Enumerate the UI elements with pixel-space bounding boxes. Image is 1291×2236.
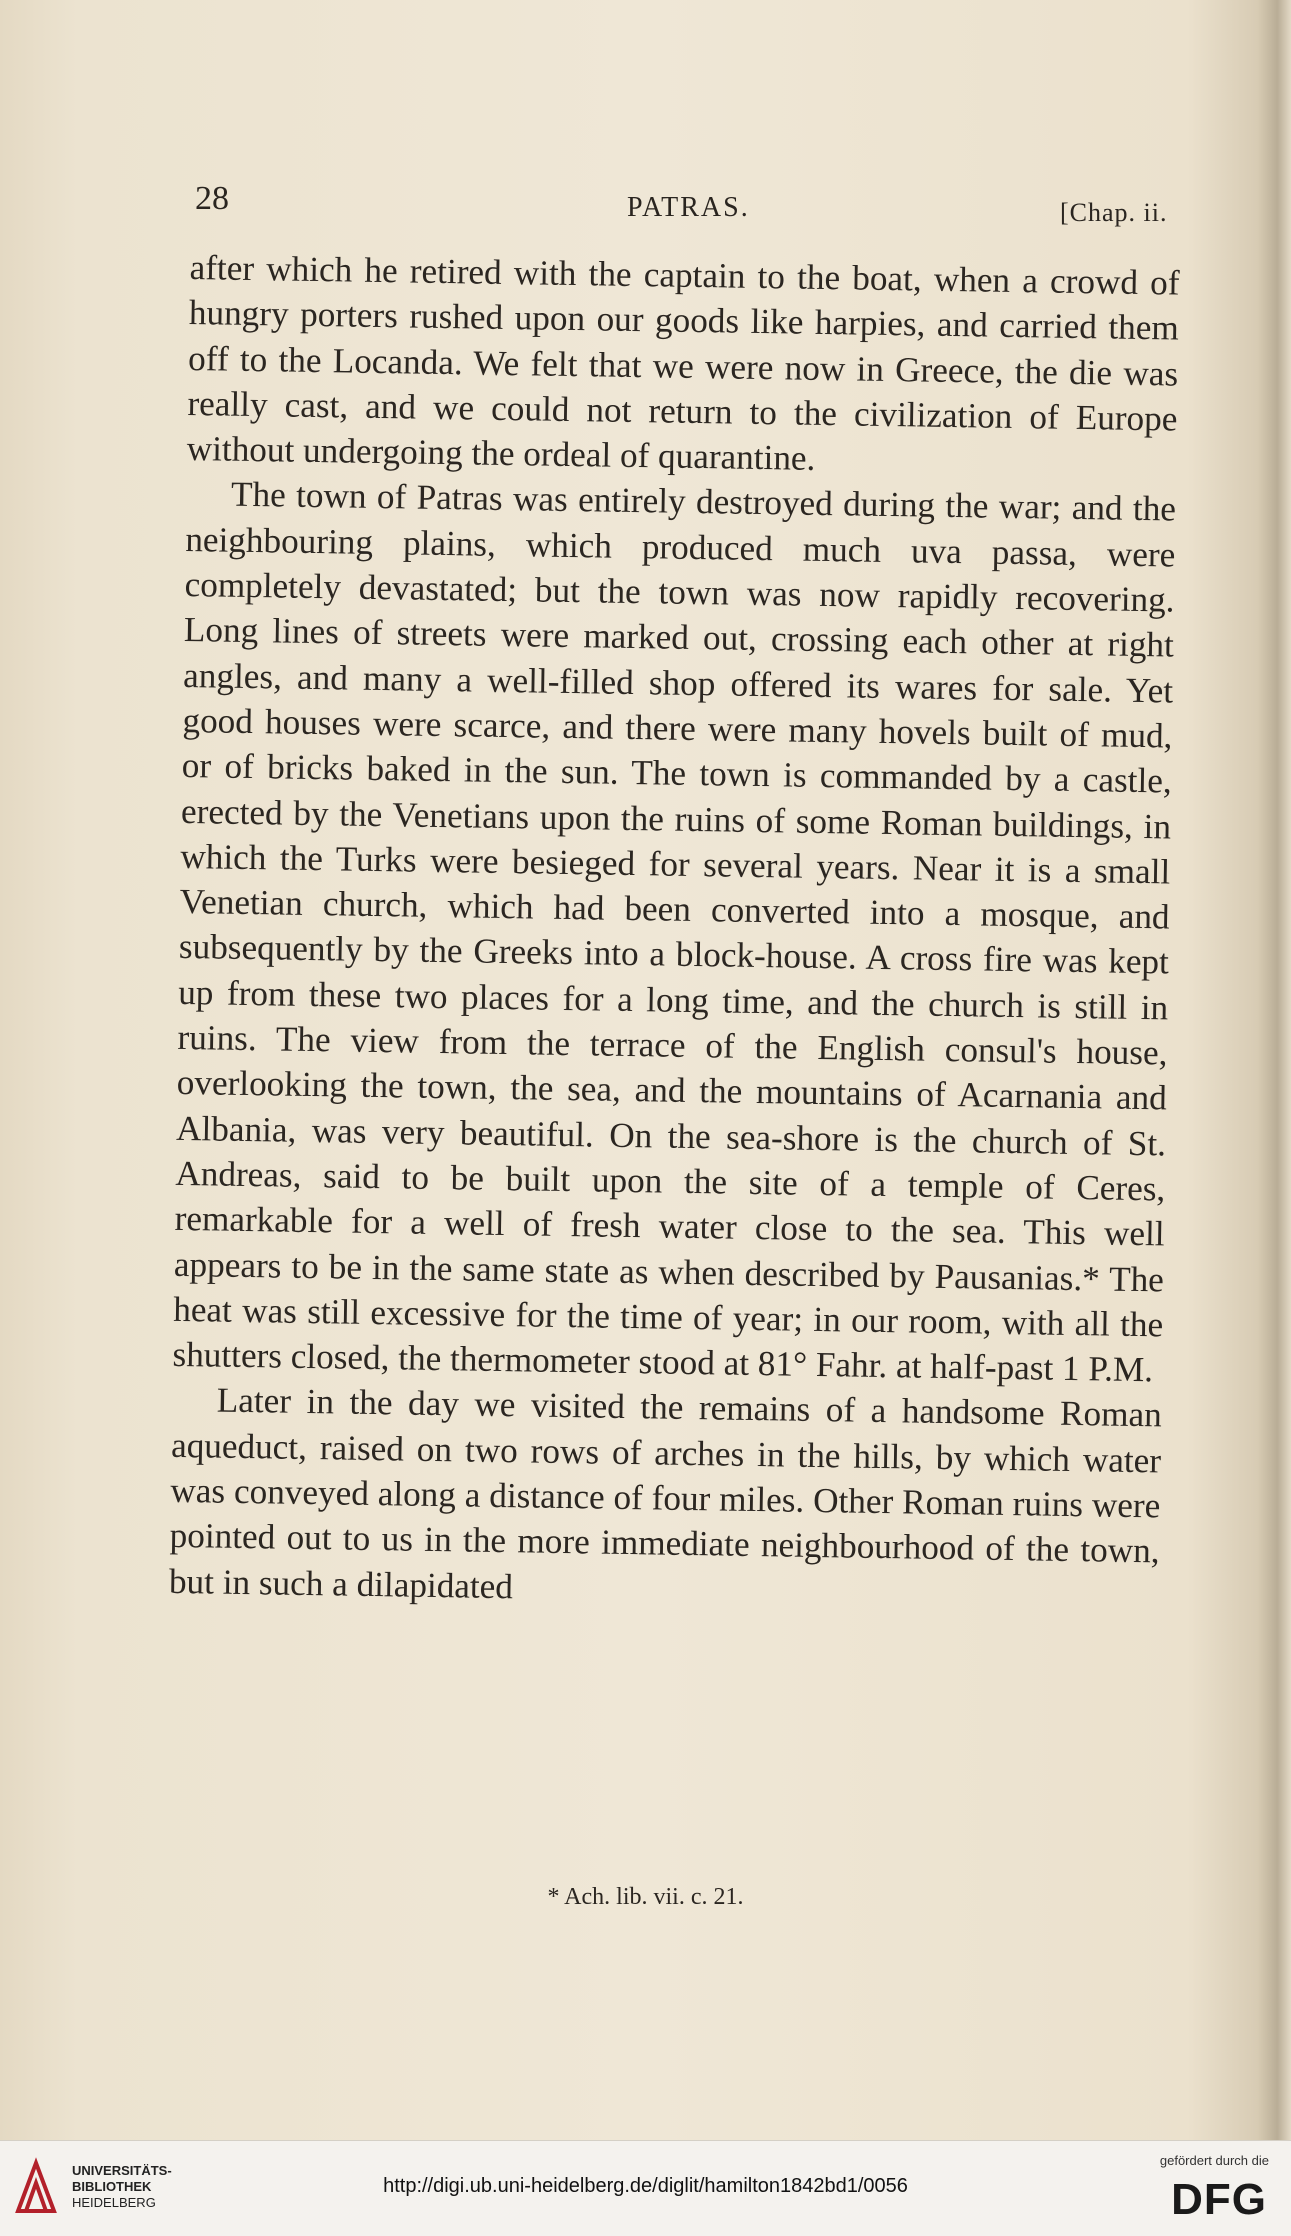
paragraph-2: The town of Patras was entirely destroyed during the war; and the neighbouring plains, which produced much uva passa, were completely devastated; but the town was now rapidly recovering. Long lines of streets were marked out, crossing each other at right angles, and many a well-filled shop offered its wares for sale. Yet good houses were scarce, and there were many hovels built of mud, or of bricks baked in the sun. The town is commanded by a castle, erected by the Venetians upon the ruins of some Roman buildings, in which the Turks were besieged for several years. Near it is a small Venetian church, which had been converted into a mosque, and subsequently by the Greeks into a block-house. A cross fire was kept up from these two places for a long time, and the church is still in ruins. The view from the terrace of the English consul's house, overlooking the town, the sea, and the mountains of Acarnania and Albania, was very beautiful. On the sea-shore is the church of St. Andreas, said to be built upon the site of a temple of Ceres, remarkable for a well of fresh water close to the sea. This well appears to be in the same state as when described by Pausanias.* The heat was still excessive for the time of year; in our room, with all the shutters closed, the thermometer stood at 81° Fahr. at half-past 1 P.M. bbox=[172, 475, 1177, 1390]
running-head: PATRAS. bbox=[627, 192, 750, 223]
viewer-footer bbox=[0, 2140, 1291, 2236]
body-text bbox=[169, 245, 1180, 1619]
page-number: 28 bbox=[195, 180, 229, 217]
library-name: UNIVERSITÄTS- BIBLIOTHEK HEIDELBERG bbox=[72, 2163, 172, 2210]
paragraph-1: after which he retired with the captain to the boat, when a crowd of hungry porters rushed upon our goods like harpies, and carried them off to the Locanda. We felt that we were now in Greece, the die was really cast, and we could not return to the civilization of Europe without undergoing the ordeal of quarantine. bbox=[186, 247, 1180, 479]
funded-by-label: gefördert durch die bbox=[1159, 2153, 1269, 2168]
chapter-label: [Chap. ii. bbox=[1060, 198, 1168, 227]
page-header bbox=[195, 180, 1195, 230]
footnote: * Ach. lib. vii. c. 21. bbox=[547, 1884, 744, 1910]
page-gutter-shadow bbox=[1257, 0, 1291, 2140]
dfg-logo: DFG bbox=[1171, 2175, 1267, 2224]
paragraph-3: Later in the day we visited the remains of a handsome Roman aqueduct, raised on two rows of arches in the hills, by which water was conveyed along a distance of four miles. Other Roman ruins were pointed out to us in the more immediate neighbourhood of the town, but in such a dilapidated bbox=[168, 1380, 1163, 1606]
permalink-url[interactable]: http://digi.ub.uni-heidelberg.de/diglit/hamilton1842bd1/0056 bbox=[383, 2175, 908, 2197]
